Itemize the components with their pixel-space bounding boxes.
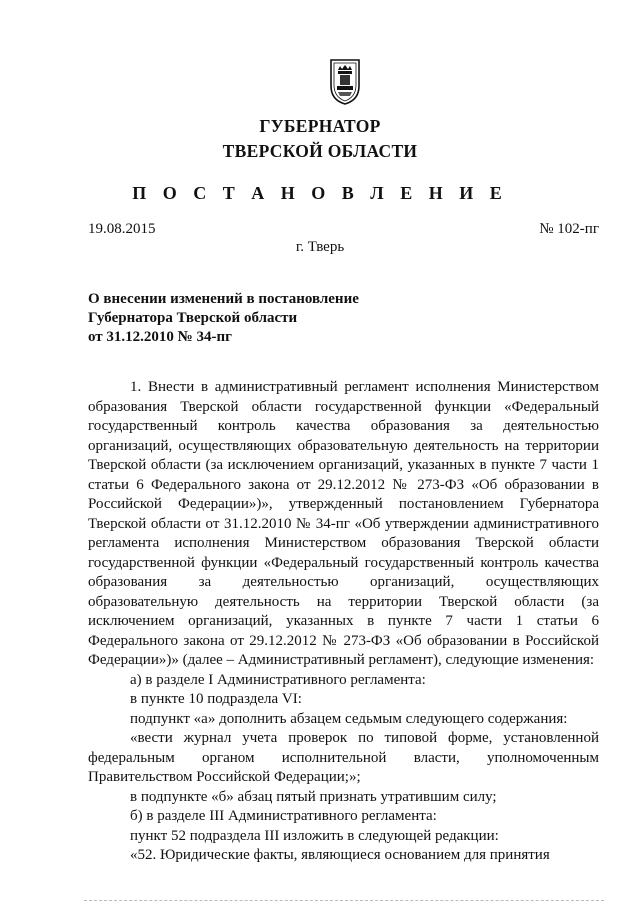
document-body: [88, 378, 599, 866]
document-date: 19.08.2015: [88, 221, 156, 237]
issuer-title-line2: ТВЕРСКОЙ ОБЛАСТИ: [222, 141, 418, 161]
body-paragraph-1: 1. Внести в административный регламент исполнения Министерством образования Тверской области государственной функции «Федеральный государственный контроль качества образования за деятельностью организаций, осуществляющих образовательную деятельность на территории Тверской области (за исключением организаций, указанных в пункте 7 части 1 статьи 6 Федерального закона от 29.12.2012 № 273-ФЗ «Об образовании в Российской Федерации»)», утвержденный постановлением Губернатора Тверской области от 31.12.2010 № 34-пг «Об утверждении административного регламента исполнения Министерством образования Тверской области государственной функции «Федеральный государственный контроль качества образования за деятельностью организаций, осуществляющих образовательную деятельность на территории Тверской области (за исключением организаций, указанных в пункте 7 части 1 статьи 6 Федерального закона от 29.12.2012 № 273-ФЗ «Об образовании в Российской Федерации»)» (далее – Административный регламент), следующие изменения:: [88, 379, 599, 668]
subject-line1: О внесении изменений в постановление: [88, 291, 359, 307]
body-paragraph-8: пункт 52 подраздела III изложить в следующей редакции:: [130, 827, 499, 844]
subject-line3: от 31.12.2010 № 34-пг: [88, 329, 232, 345]
coat-of-arms-icon: [328, 56, 362, 106]
body-paragraph-9: «52. Юридические факты, являющиеся основанием для принятия: [130, 847, 550, 863]
document-city: г. Тверь: [295, 239, 345, 255]
document-subject: [88, 290, 359, 347]
issuer-title-line1: ГУБЕРНАТОР: [259, 116, 381, 136]
subject-line2: Губернатора Тверской области: [88, 310, 298, 326]
page-bottom-edge: [84, 900, 604, 902]
document-type-heading: П О С Т А Н О В Л Е Н И Е: [132, 183, 508, 203]
body-paragraph-4: подпункт «а» дополнить абзацем седьмым следующего содержания:: [130, 710, 568, 727]
body-paragraph-2: а) в разделе I Административного регламента:: [130, 671, 426, 688]
body-paragraph-6: в подпункте «б» абзац пятый признать утратившим силу;: [130, 788, 497, 805]
body-paragraph-3: в пункте 10 подраздела VI:: [130, 691, 302, 707]
document-number: № 102-пг: [539, 221, 599, 237]
body-paragraph-7: б) в разделе III Административного регламента:: [130, 808, 437, 824]
body-paragraph-5: «вести журнал учета проверок по типовой форме, установленной федеральным органом исполнительной власти, уполномоченным Правительством Российской Федерации;»;: [88, 730, 599, 785]
